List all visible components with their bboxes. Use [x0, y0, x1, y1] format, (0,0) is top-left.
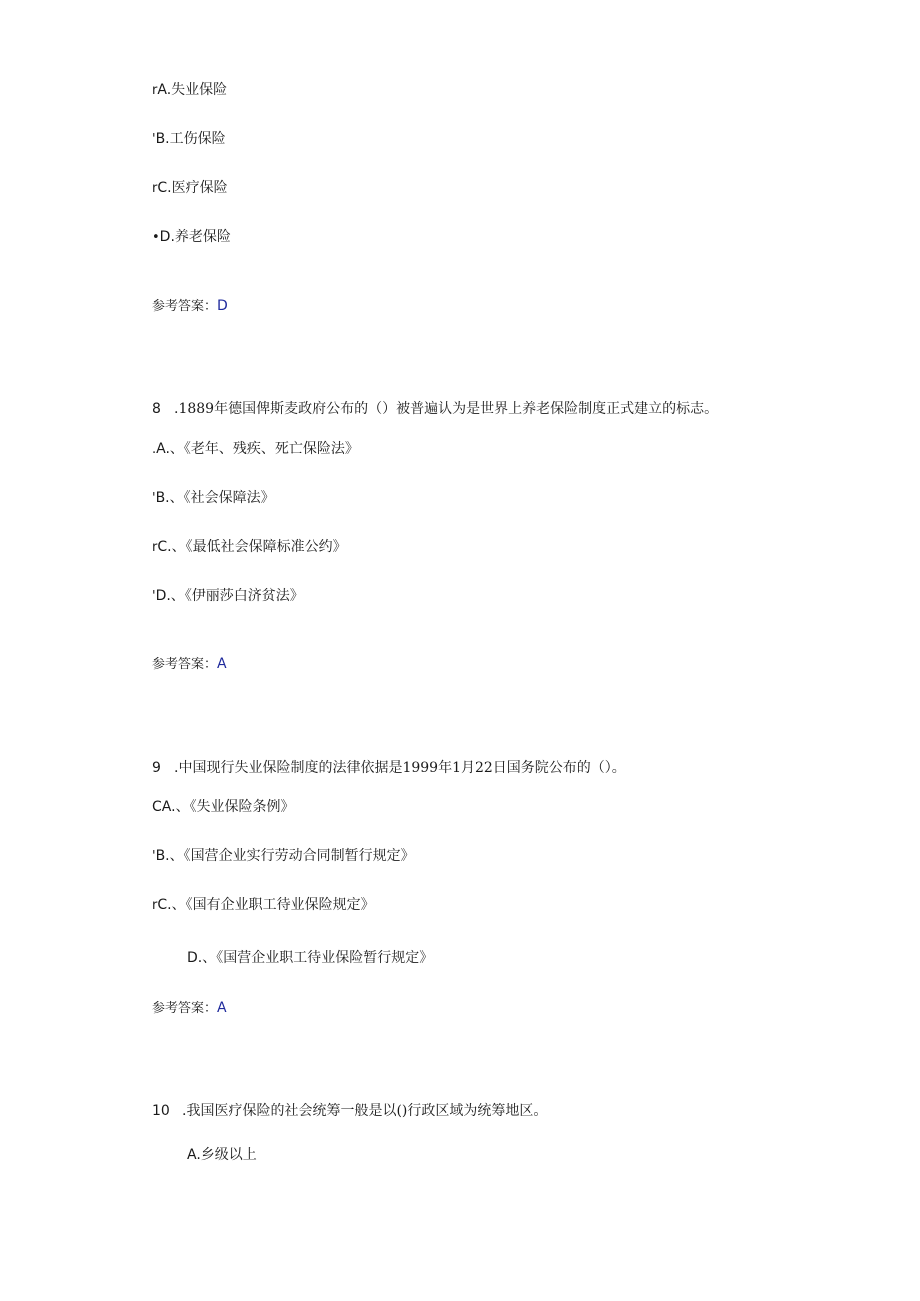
- option-letter: C.、: [157, 897, 186, 913]
- radio-marker: .: [152, 442, 157, 457]
- option-b[interactable]: [152, 129, 226, 150]
- option-letter: A.、: [161, 799, 190, 815]
- option-b[interactable]: [152, 846, 415, 867]
- question-9: [152, 758, 626, 778]
- option-letter: C.: [157, 180, 172, 196]
- reference-answer: [152, 654, 227, 675]
- option-d[interactable]: [187, 948, 433, 969]
- option-text: 医疗保险: [171, 180, 228, 196]
- option-text: 《社会保障法》: [183, 490, 275, 506]
- option-text: 《伊丽莎白济贫法》: [184, 588, 304, 604]
- option-text: 《国营企业实行劳动合同制暂行规定》: [183, 848, 415, 864]
- option-letter: D.、: [155, 588, 185, 604]
- option-text: 《失业保险条例》: [189, 799, 295, 815]
- radio-selected-marker: •: [152, 230, 160, 245]
- question-number: 9: [152, 760, 161, 776]
- option-letter: B.、: [155, 490, 184, 506]
- question-number: 8: [152, 401, 161, 417]
- option-a[interactable]: [152, 439, 359, 460]
- option-b[interactable]: [152, 488, 275, 509]
- option-d[interactable]: [152, 586, 304, 607]
- radio-marker: ': [152, 849, 156, 864]
- answer-value: A: [217, 656, 227, 672]
- option-c[interactable]: [152, 895, 375, 916]
- reference-answer: [152, 998, 227, 1019]
- option-letter: A.、: [156, 441, 184, 457]
- option-text: 《老年、残疾、死亡保险法》: [183, 441, 359, 457]
- option-letter: B.、: [155, 848, 184, 864]
- radio-marker: ': [152, 132, 156, 147]
- option-d[interactable]: [152, 227, 231, 248]
- option-text: 《国有企业职工待业保险规定》: [185, 897, 375, 913]
- option-c[interactable]: [152, 537, 347, 558]
- option-text: 《国营企业职工待业保险暂行规定》: [216, 950, 434, 966]
- radio-marker: r: [152, 898, 158, 913]
- reference-answer: [152, 296, 228, 317]
- question-text: .1889年德国俾斯麦政府公布的（）被普遍认为是世界上养老保险制度正式建立的标志。: [174, 401, 719, 417]
- radio-marker: ': [152, 589, 156, 604]
- radio-marker: r: [152, 83, 158, 98]
- radio-marker: r: [152, 181, 158, 196]
- option-letter: D.: [159, 229, 175, 245]
- option-c[interactable]: [152, 178, 228, 199]
- option-text: 工伤保险: [169, 131, 226, 147]
- option-letter: C.、: [157, 539, 186, 555]
- option-text: 《最低社会保障标准公约》: [185, 539, 347, 555]
- question-text: .我国医疗保险的社会统筹一般是以()行政区域为统筹地区。: [182, 1103, 548, 1119]
- option-text: 养老保险: [174, 229, 231, 245]
- option-text: 失业保险: [171, 82, 228, 98]
- answer-label: 参考答案：: [152, 657, 218, 672]
- option-text: 乡级以上: [200, 1147, 257, 1163]
- radio-marker: ': [152, 491, 156, 506]
- answer-value: A: [217, 1000, 227, 1016]
- radio-marker: C: [152, 799, 162, 815]
- option-a[interactable]: [187, 1145, 257, 1166]
- option-letter: A.: [187, 1147, 201, 1163]
- question-8: [152, 399, 718, 419]
- answer-value: D: [217, 298, 228, 314]
- option-letter: A.: [157, 82, 172, 98]
- question-text: .中国现行失业保险制度的法律依据是1999年1月22日国务院公布的（）。: [174, 760, 626, 776]
- question-10: [152, 1101, 547, 1121]
- option-letter: B.: [155, 131, 170, 147]
- option-letter: D.、: [187, 950, 217, 966]
- answer-label: 参考答案：: [152, 1001, 218, 1016]
- answer-label: 参考答案：: [152, 299, 218, 314]
- option-a[interactable]: [152, 80, 227, 101]
- radio-marker: r: [152, 540, 158, 555]
- option-a[interactable]: [152, 797, 295, 817]
- question-number: 10: [152, 1103, 170, 1119]
